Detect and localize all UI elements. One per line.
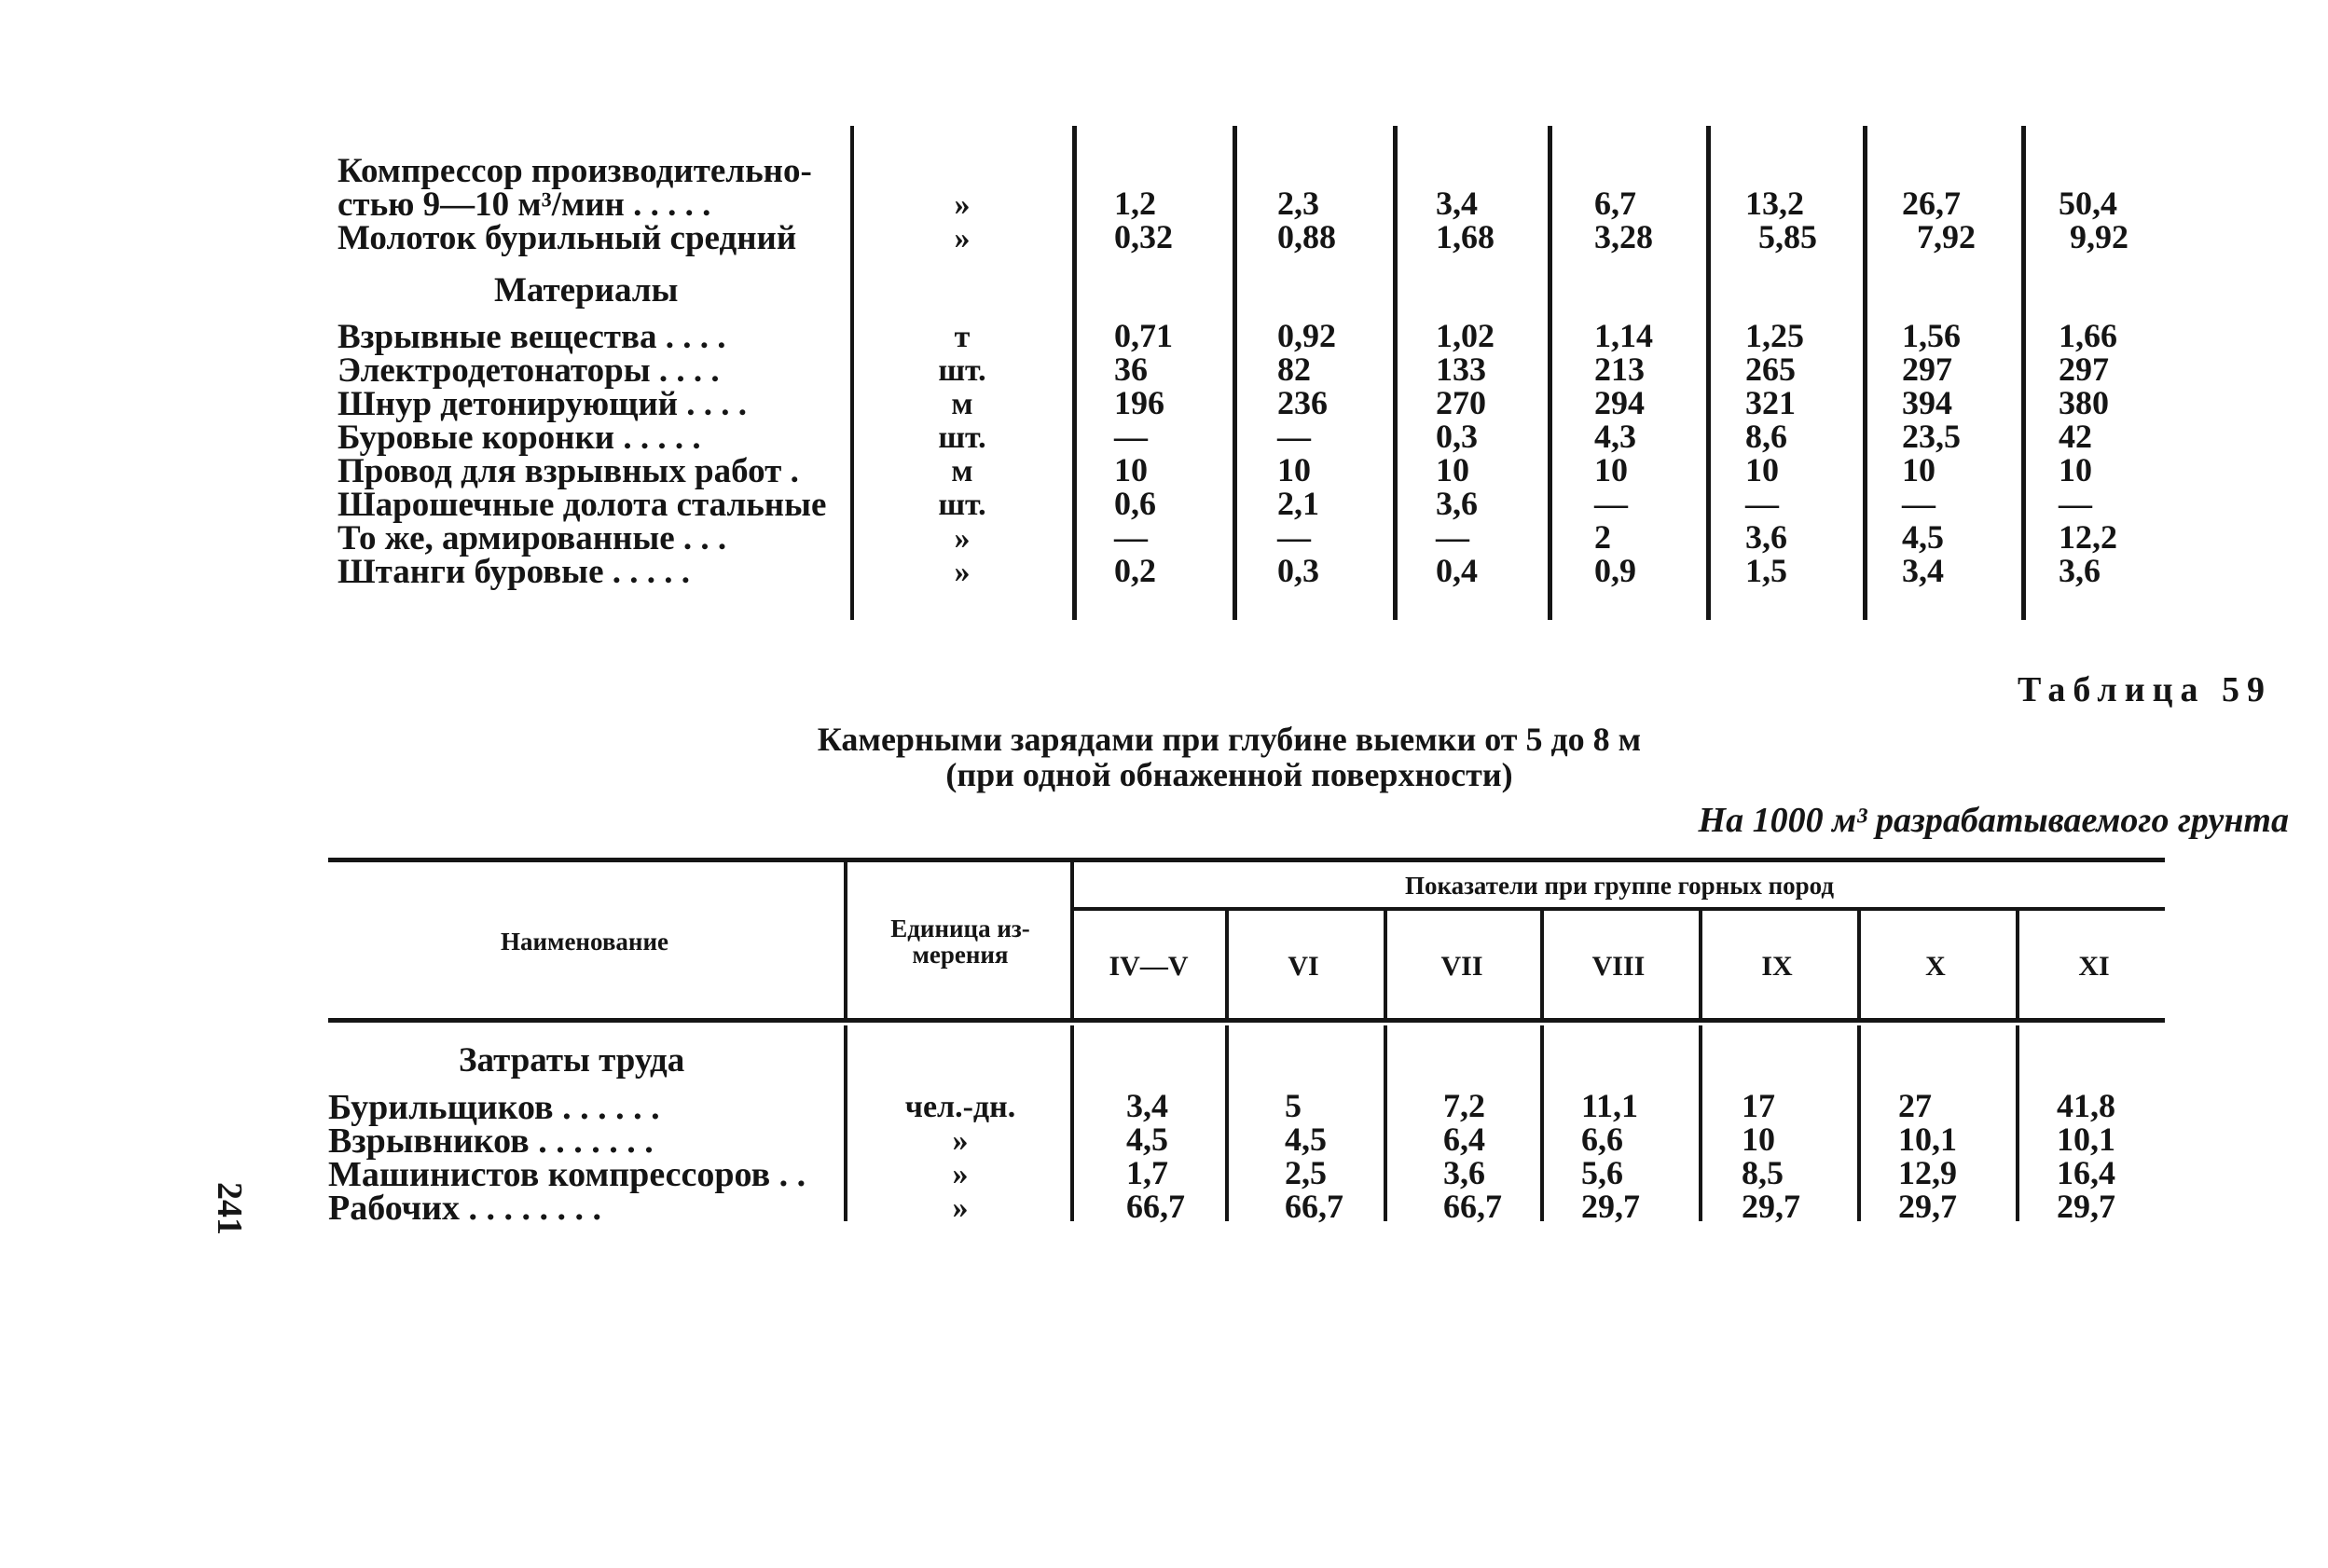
cell-value: 12,9	[1898, 1154, 1957, 1191]
top-rule	[1706, 126, 1711, 620]
cell-value: 16,4	[2057, 1154, 2115, 1191]
cell-value: 26,7	[1902, 185, 1961, 222]
cell-value: —	[1277, 518, 1311, 556]
group-rule	[1072, 907, 2165, 911]
header-name: Наименование	[501, 928, 668, 956]
section-heading-materials: Материалы	[494, 271, 679, 309]
row-name: стью 9—10 м³/мин . . . . .	[337, 186, 711, 224]
cell-value: 1,7	[1126, 1154, 1168, 1191]
cell-value: 6,7	[1594, 185, 1636, 222]
cell-value: 0,3	[1436, 418, 1478, 455]
header-unit-line: Единица из-	[890, 915, 1030, 942]
cell-value: 0,4	[1436, 552, 1478, 589]
cell-value: 1,25	[1745, 317, 1804, 354]
cell-value: 10	[1745, 451, 1779, 488]
cell-value: 6,4	[1443, 1121, 1485, 1158]
top-rule	[1072, 126, 1077, 620]
cell-value: 8,6	[1745, 418, 1787, 455]
cell-value: 9,92	[2070, 218, 2128, 255]
cell-value: 3,6	[1436, 485, 1478, 522]
header-group: Показатели при группе горных пород	[1404, 872, 1835, 900]
row-unit: т	[954, 320, 971, 354]
row-name: Шарошечные долота стальные	[337, 486, 827, 524]
top-rule	[1393, 126, 1398, 620]
cell-value: 7,2	[1443, 1087, 1485, 1124]
row-unit: шт.	[938, 488, 986, 522]
cell-value: 0,32	[1114, 218, 1173, 255]
cell-value: —	[1745, 485, 1779, 522]
cell-value: 2	[1594, 518, 1611, 556]
cell-value: 380	[2059, 384, 2109, 421]
cell-value: 3,4	[1436, 185, 1478, 222]
header-unit-line: мерения	[912, 941, 1009, 969]
top-rule	[2021, 126, 2026, 620]
row-name: Компрессор производительно-	[337, 152, 812, 190]
cell-value: 13,2	[1745, 185, 1804, 222]
cell-value: 196	[1114, 384, 1164, 421]
cell-value: 2,5	[1285, 1154, 1327, 1191]
cell-value: 10,1	[1898, 1121, 1957, 1158]
body-rule	[844, 1025, 847, 1221]
body-rule	[1225, 1025, 1229, 1221]
body-rule	[1384, 1025, 1387, 1221]
cell-value: 265	[1745, 351, 1796, 388]
table-title: Камерными зарядами при глубине выемки от 5 до 8 м	[817, 721, 1642, 758]
cell-value: 29,7	[1898, 1188, 1957, 1225]
cell-value: 1,14	[1594, 317, 1653, 354]
body-rule	[1540, 1025, 1544, 1221]
cell-value: 50,4	[2059, 185, 2117, 222]
row-name: Молоток бурильный средний	[337, 219, 797, 257]
cell-value: 2,1	[1277, 485, 1319, 522]
cell-value: 6,6	[1581, 1121, 1623, 1158]
body-rule	[1070, 1025, 1074, 1221]
cell-value: 2,3	[1277, 185, 1319, 222]
cell-value: 294	[1594, 384, 1645, 421]
column-header: IV—V	[1109, 951, 1189, 982]
top-rule	[1548, 126, 1552, 620]
cell-value: 5	[1285, 1087, 1302, 1124]
cell-value: 36	[1114, 351, 1148, 388]
cell-value: 236	[1277, 384, 1328, 421]
cell-value: 66,7	[1443, 1188, 1502, 1225]
cell-value: 0,92	[1277, 317, 1336, 354]
row-unit: чел.-дн.	[904, 1090, 1016, 1124]
cell-value: 0,3	[1277, 552, 1319, 589]
row-unit: »	[952, 1190, 969, 1225]
cell-value: 4,5	[1902, 518, 1944, 556]
cell-value: 29,7	[2057, 1188, 2115, 1225]
cell-value: 17	[1742, 1087, 1775, 1124]
page-number: 241	[210, 1182, 249, 1235]
body-rule	[1699, 1025, 1702, 1221]
column-header: VIII	[1591, 951, 1646, 982]
section-heading-labor: Затраты труда	[459, 1041, 685, 1080]
top-rule	[1233, 126, 1237, 620]
cell-value: 7,92	[1917, 218, 1976, 255]
row-name: Рабочих . . . . . . . .	[328, 1189, 602, 1228]
cell-value: 29,7	[1742, 1188, 1800, 1225]
cell-value: 23,5	[1902, 418, 1961, 455]
cell-value: 297	[1902, 351, 1952, 388]
cell-value: 66,7	[1126, 1188, 1185, 1225]
cell-value: 4,3	[1594, 418, 1636, 455]
cell-value: 3,28	[1594, 218, 1653, 255]
cell-value: 10	[1436, 451, 1469, 488]
cell-value: 5,85	[1758, 218, 1817, 255]
column-header: IX	[1761, 951, 1793, 982]
row-name: Штанги буровые . . . . .	[337, 553, 690, 591]
cell-value: 10	[1277, 451, 1311, 488]
header-rule	[844, 862, 847, 1021]
cell-value: 12,2	[2059, 518, 2117, 556]
row-name: Бурильщиков . . . . . .	[328, 1088, 660, 1127]
cell-value: 1,02	[1436, 317, 1495, 354]
cell-value: 213	[1594, 351, 1645, 388]
cell-value: 10	[1902, 451, 1935, 488]
cell-value: 3,4	[1126, 1087, 1168, 1124]
row-name: Буровые коронки . . . . .	[337, 419, 701, 457]
row-unit: м	[951, 387, 973, 421]
row-name: Шнур детонирующий . . . .	[337, 385, 747, 423]
cell-value: —	[1436, 518, 1469, 556]
row-unit: шт.	[938, 353, 986, 388]
header-top-rule	[328, 858, 2165, 862]
cell-value: —	[1114, 518, 1148, 556]
cell-value: 1,68	[1436, 218, 1495, 255]
cell-value: —	[1594, 485, 1628, 522]
cell-value: 5,6	[1581, 1154, 1623, 1191]
cell-value: 270	[1436, 384, 1486, 421]
row-unit: м	[951, 454, 973, 488]
column-header: VI	[1288, 951, 1319, 982]
top-rule	[850, 126, 854, 620]
row-unit: »	[952, 1157, 969, 1191]
cell-value: 3,6	[1745, 518, 1787, 556]
row-name: Провод для взрывных работ .	[337, 452, 799, 490]
cell-value: 1,56	[1902, 317, 1961, 354]
column-header: XI	[2078, 951, 2110, 982]
cell-value: 394	[1902, 384, 1952, 421]
cell-value: 11,1	[1581, 1087, 1639, 1124]
cell-value: —	[1114, 418, 1148, 455]
cell-value: 10	[2059, 451, 2092, 488]
top-rule	[1863, 126, 1867, 620]
cell-value: 1,5	[1745, 552, 1787, 589]
cell-value: 29,7	[1581, 1188, 1640, 1225]
cell-value: 4,5	[1126, 1121, 1168, 1158]
row-unit: »	[954, 221, 971, 255]
table-number: Таблица 59	[2017, 670, 2272, 709]
cell-value: 8,5	[1742, 1154, 1784, 1191]
cell-value: 3,6	[2059, 552, 2101, 589]
cell-value: 0,6	[1114, 485, 1156, 522]
cell-value: —	[1902, 485, 1935, 522]
cell-value: 41,8	[2057, 1087, 2115, 1124]
cell-value: —	[1277, 418, 1311, 455]
cell-value: 0,88	[1277, 218, 1336, 255]
cell-value: 4,5	[1285, 1121, 1327, 1158]
cell-value: —	[2059, 485, 2092, 522]
cell-value: 42	[2059, 418, 2092, 455]
row-unit: »	[952, 1123, 969, 1158]
row-name: Электродетонаторы . . . .	[337, 351, 720, 390]
row-unit: »	[954, 555, 971, 589]
header-unit	[850, 915, 1070, 968]
cell-value: 321	[1745, 384, 1796, 421]
cell-value: 0,71	[1114, 317, 1173, 354]
cell-value: 0,2	[1114, 552, 1156, 589]
cell-value: 1,66	[2059, 317, 2117, 354]
cell-value: 27	[1898, 1087, 1932, 1124]
row-unit: »	[954, 521, 971, 556]
row-name: Взрывников . . . . . . .	[328, 1121, 654, 1161]
row-name: Машинистов компрессоров . .	[328, 1155, 806, 1194]
cell-value: 10	[1742, 1121, 1775, 1158]
row-unit: »	[954, 187, 971, 222]
row-name: Взрывные вещества . . . .	[337, 318, 726, 356]
cell-value: 1,2	[1114, 185, 1156, 222]
cell-value: 297	[2059, 351, 2109, 388]
unit-note: На 1000 м³ разрабатываемого грунта	[1698, 801, 2289, 840]
table-subtitle: (при одной обнаженной поверхности)	[945, 756, 1513, 793]
cell-value: 0,9	[1594, 552, 1636, 589]
body-rule	[2016, 1025, 2019, 1221]
column-header: VII	[1440, 951, 1483, 982]
cell-value: 3,4	[1902, 552, 1944, 589]
cell-value: 66,7	[1285, 1188, 1343, 1225]
column-header: X	[1925, 951, 1946, 982]
cell-value: 133	[1436, 351, 1486, 388]
cell-value: 10	[1594, 451, 1628, 488]
row-name: То же, армированные . . .	[337, 519, 727, 557]
body-rule	[1857, 1025, 1861, 1221]
cell-value: 3,6	[1443, 1154, 1485, 1191]
cell-value: 82	[1277, 351, 1311, 388]
row-unit: шт.	[938, 420, 986, 455]
header-bottom-rule	[328, 1018, 2165, 1023]
cell-value: 10,1	[2057, 1121, 2115, 1158]
cell-value: 10	[1114, 451, 1148, 488]
